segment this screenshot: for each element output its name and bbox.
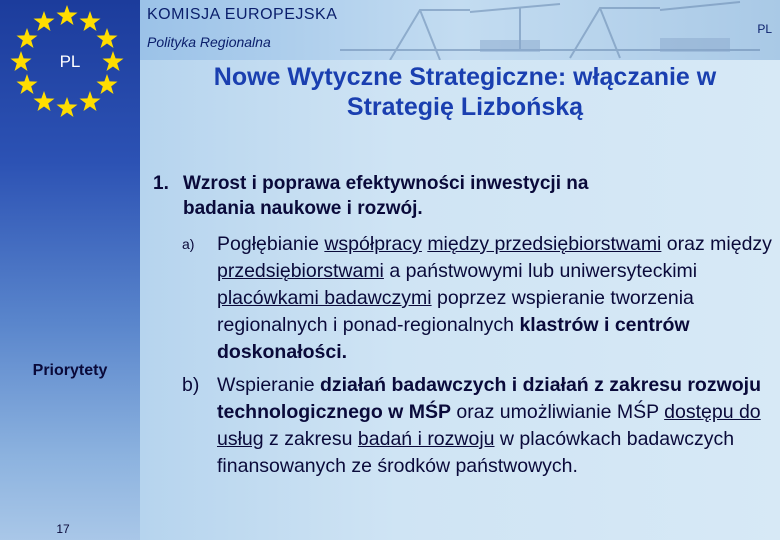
list-item-1-line2: badania naukowe i rozwój. (183, 198, 423, 219)
text-run: Wspieranie (217, 374, 320, 396)
underlined-text: między przedsiębiorstwami (427, 233, 662, 255)
text-run: Pogłębianie (217, 233, 325, 255)
slide-title-line1: Nowe Wytyczne Strategiczne: włączanie w (213, 63, 717, 91)
list-item-1-number: 1. (153, 173, 169, 194)
text-run: z zakresu (263, 428, 358, 450)
text-run: w placówkach badawczych finansowanych ze środków państwowych. (217, 428, 735, 477)
bold-text: klastrów i centrów doskonałości. (217, 314, 690, 363)
underlined-text: przedsiębiorstwami (217, 260, 384, 282)
sub-item-b-marker: b) (182, 374, 200, 396)
bold-text: działań badawczych i działań z zakresu rozwoju technologicznego w MŚP (217, 374, 762, 423)
underlined-text: dostępu do usług (217, 401, 761, 450)
slide-title (150, 62, 780, 122)
sub-item-a-marker: a) (182, 236, 195, 252)
language-code: PL (757, 22, 772, 36)
underlined-text: współpracy (324, 233, 422, 255)
text-run: oraz między (661, 233, 772, 255)
flag-country-code: PL (59, 52, 81, 71)
text-run: a państwowymi lub uniwersyteckimi (383, 260, 698, 282)
sub-item-b-text (217, 372, 777, 480)
sub-item-a-text (217, 231, 777, 366)
underlined-text: badań i rozwoju (357, 428, 495, 450)
organization-name: KOMISJA EUROPEJSKA (147, 6, 338, 23)
department-name: Polityka Regionalna (147, 34, 271, 50)
underlined-text: placówkami badawczymi (217, 287, 432, 309)
text-run: oraz umożliwianie MŚP (451, 401, 665, 423)
text-run: poprzez wspieranie tworzenia regionalnych i ponad-regionalnych (217, 287, 694, 336)
slide-title-line2: Strategię Lizbońską (346, 93, 584, 121)
list-item-1-text (183, 171, 743, 221)
list-item-1-line1: Wzrost i poprawa efektywności inwestycji na (183, 173, 589, 194)
section-label: Priorytety (32, 362, 108, 379)
page-number: 17 (56, 522, 70, 536)
